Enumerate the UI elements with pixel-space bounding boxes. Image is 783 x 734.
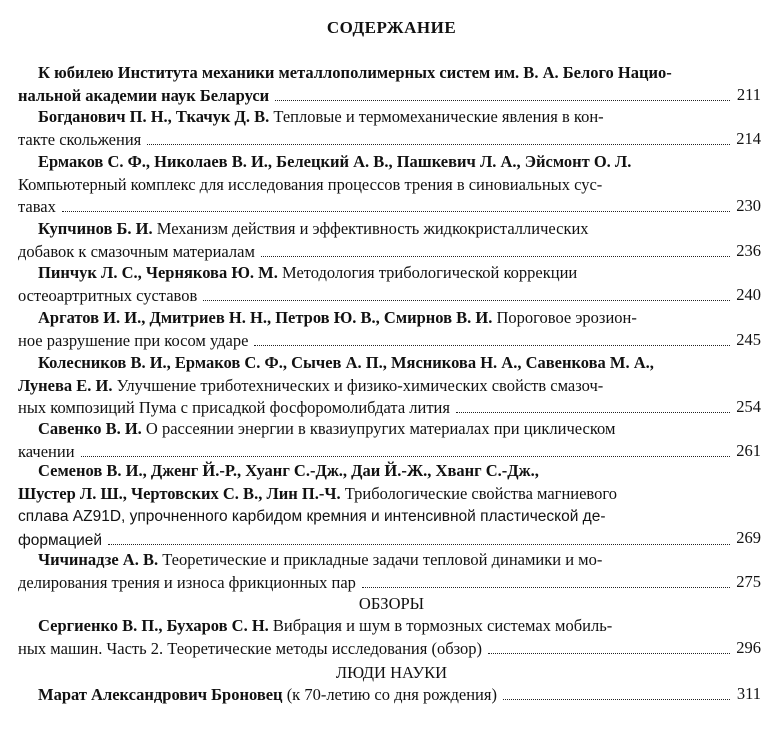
toc-entry[interactable]: [18, 106, 736, 151]
toc-entry-title: качении: [18, 441, 75, 461]
toc-entry-line: [18, 262, 736, 285]
dot-leader: [203, 300, 730, 301]
toc-entry[interactable]: [18, 549, 736, 594]
dot-leader: [62, 211, 730, 212]
toc-entry[interactable]: [18, 352, 736, 420]
toc-entry-authors: Богданович П. Н., Ткачук Д. В.: [38, 107, 270, 126]
dot-leader: [147, 144, 730, 145]
toc-entry-line: [18, 241, 736, 264]
page-title: СОДЕРЖАНИЕ: [326, 18, 457, 37]
dot-leader: [456, 412, 730, 413]
toc-entry-line: [18, 549, 736, 572]
toc-entry-text: [38, 152, 631, 171]
toc-entry-line: [18, 397, 736, 420]
toc-entry-title: такте скольжения: [18, 129, 142, 149]
section-heading-reviews: ОБЗОРЫ: [358, 594, 425, 613]
toc-entry-authors: Сергиенко В. П., Бухаров С. Н.: [38, 616, 269, 635]
page-number[interactable]: 275: [736, 571, 761, 591]
toc-entry-text: [18, 376, 603, 395]
toc-entry-title: ных машин. Часть 2. Теоретические методы исследования (обзор): [18, 638, 483, 658]
toc-entry-text: [38, 353, 654, 372]
page-number[interactable]: 311: [736, 684, 761, 703]
toc-entry-line: [18, 418, 736, 441]
toc-entry-line: [18, 151, 736, 174]
toc-entry-title: сплава AZ91D, упрочненного карбидом кремния и интенсивной пластической де-: [18, 508, 606, 525]
toc-entry[interactable]: [18, 218, 736, 263]
toc-entry-text: [18, 241, 255, 264]
toc-entry-title: Пороговое эрозион-: [492, 308, 637, 327]
toc-entry[interactable]: [18, 62, 736, 107]
toc-entry-line: [18, 572, 736, 595]
toc-entry-line: [18, 218, 736, 241]
toc-entry-text: [18, 285, 197, 308]
toc-entry-authors: Лунева Е. И.: [18, 375, 113, 395]
toc-entry-title: (к 70-летию со дня рождения): [282, 685, 497, 704]
toc-entry-authors: Пинчук Л. С., Чернякова Ю. М.: [38, 263, 278, 282]
toc-entry-authors: К юбилею Института механики металлополимерных систем им. В. А. Белого Нацио-: [38, 63, 672, 82]
toc-entry-line: [18, 129, 736, 152]
toc-entry-title: ных композиций Пума с присадкой фосфоромолибдата лития: [18, 398, 450, 417]
toc-entry-title: Механизм действия и эффективность жидкокристаллических: [152, 219, 589, 238]
dot-leader: [81, 456, 730, 457]
toc-entry-text: [38, 419, 615, 438]
toc-entry-authors: Шустер Л. Ш., Чертовских С. В., Лин П.-Ч.: [18, 483, 341, 503]
toc-entry-text: [38, 107, 604, 126]
toc-entry-text: [38, 684, 497, 707]
toc-entry-line: [18, 196, 736, 219]
toc-entry-line: [18, 638, 736, 661]
page-number[interactable]: 296: [736, 637, 761, 657]
toc-entry-line: [18, 505, 736, 529]
toc-entry-authors: Аргатов И. И., Дмитриев Н. Н., Петров Ю. В., Смирнов В. И.: [38, 308, 493, 327]
toc-entry-authors: Марат Александрович Броновец: [38, 685, 283, 704]
toc-entry-title: Тепловые и термомеханические явления в кон-: [269, 107, 604, 126]
page-number[interactable]: 230: [736, 196, 761, 215]
toc-entry-text: [18, 85, 269, 108]
toc-entry-text: [18, 196, 56, 219]
toc-entry-authors: Купчинов Б. И.: [38, 219, 153, 238]
toc-entry-line: [18, 106, 736, 129]
dot-leader: [108, 544, 730, 545]
toc-entry-title: Компьютерный комплекс для исследования процессов трения в синовиальных сус-: [18, 174, 603, 194]
toc-entry-line: [18, 330, 736, 353]
toc-entry-text: [38, 308, 637, 327]
toc-entry-title: О рассеянии энергии в квазиупругих материалах при циклическом: [141, 419, 616, 438]
page-number[interactable]: 214: [736, 128, 761, 148]
toc-entry-authors: Колесников В. И., Ермаков С. Ф., Сычев А. П., Мясникова Н. А., Савенкова М. А.,: [38, 353, 654, 372]
toc-entry-authors: Савенко В. И.: [38, 419, 142, 438]
page-number[interactable]: 254: [736, 397, 761, 416]
toc-entry-text: [38, 263, 577, 282]
toc-entry-text: [18, 572, 356, 595]
toc-entry-title: Вибрация и шум в тормозных системах мобиль-: [268, 616, 613, 635]
toc-entry-text: [18, 397, 450, 420]
page-number[interactable]: 245: [736, 329, 761, 349]
page-number[interactable]: 269: [736, 527, 761, 547]
section-heading-people: ЛЮДИ НАУКИ: [335, 663, 448, 682]
toc-entry-title: Улучшение триботехнических и физико-химических свойств смазоч-: [112, 375, 604, 395]
toc-entry-authors: Чичинадзе А. В.: [38, 550, 159, 569]
page-number[interactable]: 211: [736, 84, 761, 104]
toc-entry[interactable]: [18, 684, 736, 707]
dot-leader: [261, 256, 730, 257]
toc-entry-text: [38, 461, 539, 480]
toc-entry-title: ное разрушение при косом ударе: [18, 330, 249, 350]
toc-entry-line: [18, 352, 736, 375]
toc-entry-line: [18, 285, 736, 308]
toc-entry-text: [18, 484, 617, 503]
toc-entry[interactable]: [18, 307, 736, 352]
dot-leader: [362, 587, 730, 588]
toc-entry-line: [18, 62, 736, 85]
toc-entry-text: [38, 219, 589, 238]
toc-entry-title: формацией: [18, 531, 103, 549]
dot-leader: [254, 345, 730, 346]
toc-entry[interactable]: [18, 460, 736, 552]
toc-entry-line: [18, 375, 736, 398]
toc-entry-title: Теоретические и прикладные задачи тепловой динамики и мо-: [158, 550, 603, 569]
toc-entry-text: [18, 175, 602, 194]
toc-entry[interactable]: [18, 262, 736, 307]
toc-entry-title: Методология трибологической коррекции: [277, 263, 578, 282]
toc-entry-line: [18, 174, 736, 197]
toc-entry-text: [18, 638, 482, 661]
toc-entry-line: [18, 483, 736, 506]
toc-entry-title: тавах: [18, 197, 56, 216]
toc-entry-title: остеоартритных суставов: [18, 285, 198, 305]
toc-entry[interactable]: [18, 418, 736, 463]
toc-entry-title: делирования трения и износа фрикционных пар: [18, 572, 356, 592]
toc-entry-text: [18, 129, 141, 152]
dot-leader: [275, 100, 730, 101]
dot-leader: [488, 653, 730, 654]
toc-entry-line: [18, 615, 736, 638]
toc-entry-line: [18, 85, 736, 108]
toc-entry-authors: нальной академии наук Беларуси: [18, 85, 270, 105]
toc-entry-title: добавок к смазочным материалам: [18, 241, 255, 261]
toc-entry[interactable]: [18, 151, 736, 219]
toc-entry-text: [38, 550, 602, 569]
toc-entry[interactable]: [18, 615, 736, 660]
toc-entry-line: [18, 684, 736, 707]
toc-entry-authors: Ермаков С. Ф., Николаев В. И., Белецкий А. В., Пашкевич Л. А., Эйсмонт О. Л.: [38, 152, 632, 171]
page-number[interactable]: 240: [736, 284, 761, 304]
page-number[interactable]: 261: [736, 440, 761, 460]
toc-entry-authors: Семенов В. И., Дженг Й.-Р., Хуанг С.-Дж., Даи Й.-Ж., Хванг С.-Дж.,: [38, 461, 539, 480]
toc-entry-text: [18, 330, 248, 353]
toc-entry-text: [38, 63, 672, 82]
dot-leader: [503, 699, 730, 700]
toc-entry-title: Трибологические свойства магниевого: [340, 483, 617, 503]
page-number[interactable]: 236: [736, 240, 761, 260]
toc-entry-text: [38, 616, 612, 635]
toc-entry-line: [18, 460, 736, 483]
toc-entry-line: [18, 307, 736, 330]
toc-entry-text: [18, 506, 606, 525]
